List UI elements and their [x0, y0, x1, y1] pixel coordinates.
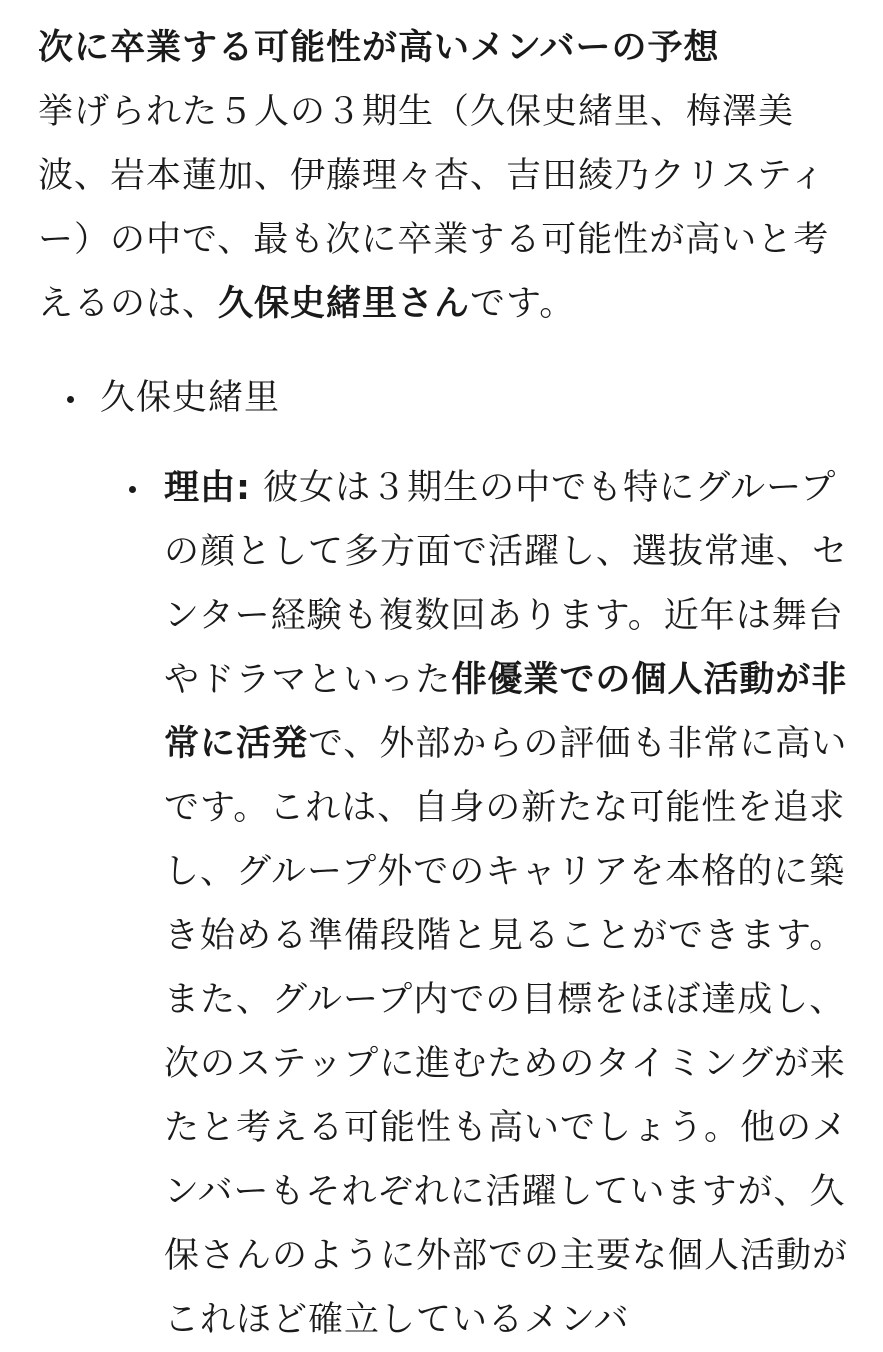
intro-paragraph: [38, 80, 858, 336]
intro-suffix: です。: [470, 284, 576, 324]
reason-highlight: 俳優業での個人活動が非常に活発: [164, 660, 848, 764]
section-heading: 次に卒業する可能性が高いメンバーの予想: [38, 28, 720, 68]
answer-document: [38, 22, 858, 1352]
intro-highlight: 久保史緒里さん: [218, 284, 471, 324]
reason-text-2: で、外部からの評価も非常に高いです。これは、自身の新たな可能性を追求し、グループ外でのキャリアを本格的に築き始める準備段階と見ることができます。また、グループ内での目標をほぼ達成し、次のステップに進むためのタイミングが来たと考える可能性も高いでしょう。他のメンバーもそれぞれに活躍していますが、久保さんのように外部での主要な個人活動がこれほど確立しているメンバ: [164, 724, 849, 1340]
candidate-name: 久保史緒里: [100, 378, 281, 418]
reason-label: 理由:: [164, 468, 251, 508]
reason-text-1: 彼女は３期生の中でも特にグループの顔として多方面で活躍し、選抜常連、センター経験も複数回あります。近年は舞台やドラマといった: [164, 468, 849, 700]
bullet-icon: [66, 366, 74, 430]
sub-bullet-icon: [129, 456, 136, 520]
candidate-list-item: [38, 366, 858, 430]
intro-text: 挙げられた５人の３期生（久保史緒里、梅澤美波、岩本蓮加、伊藤理々杏、吉田綾乃クリスティー）の中で、最も次に卒業する可能性が高いと考えるのは、: [38, 92, 830, 324]
reason-list-item: [38, 456, 858, 1352]
